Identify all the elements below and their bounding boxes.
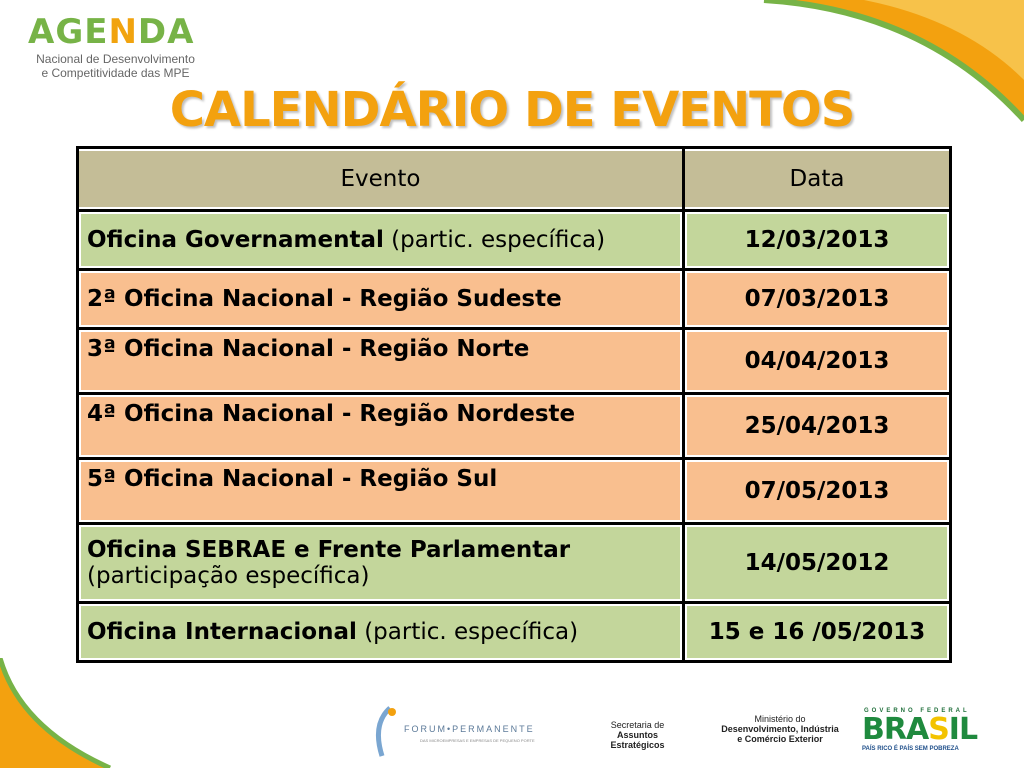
brasil-slogan: PAÍS RICO É PAÍS SEM POBREZA <box>862 746 959 752</box>
table-row <box>78 211 951 270</box>
event-name: Oficina SEBRAE e Frente Parlamentar (participação específica) <box>78 524 684 603</box>
event-date: 14/05/2012 <box>684 524 951 603</box>
event-name: 4ª Oficina Nacional - Região Nordeste <box>78 394 684 459</box>
table-row <box>78 329 951 394</box>
forum-permanente-text: FORUM•PERMANENTE <box>404 724 535 734</box>
event-date: 07/05/2013 <box>684 459 951 524</box>
page-title: CALENDÁRIO DE EVENTOS <box>169 82 855 138</box>
event-date: 15 e 16 /05/2013 <box>684 603 951 662</box>
table-row <box>78 394 951 459</box>
brasil-wordmark: BRASIL <box>862 712 978 747</box>
table-row <box>78 270 951 329</box>
event-date: 25/04/2013 <box>684 394 951 459</box>
event-name: 2ª Oficina Nacional - Região Sudeste <box>78 270 684 329</box>
event-name: 3ª Oficina Nacional - Região Norte <box>78 329 684 394</box>
event-date: 04/04/2013 <box>684 329 951 394</box>
event-date: 12/03/2013 <box>684 211 951 270</box>
table-row <box>78 524 951 603</box>
ministerio-logo: Ministério do Desenvolvimento, Indústria e Comércio Exterior <box>721 714 839 744</box>
governo-federal-brasil-logo <box>860 708 990 754</box>
secretaria-logo: Secretaria de Assuntos Estratégicos <box>610 720 665 750</box>
header-data: Data <box>684 148 951 211</box>
agenda-logo <box>28 12 218 80</box>
event-name: Oficina Governamental (partic. específica) <box>78 211 684 270</box>
forum-permanente-subtext: DAS MICROEMPRESAS E EMPRESAS DE PEQUENO PORTE <box>420 738 535 743</box>
governo-federal-text: GOVERNO FEDERAL <box>864 708 970 714</box>
events-table <box>76 146 952 663</box>
table-header-row <box>78 148 951 211</box>
header-evento: Evento <box>78 148 684 211</box>
forum-permanente-logo <box>370 704 570 758</box>
event-name: Oficina Internacional (partic. específica) <box>78 603 684 662</box>
event-date: 07/03/2013 <box>684 270 951 329</box>
table-row <box>78 603 951 662</box>
bottom-left-swoosh <box>0 658 120 768</box>
table-row <box>78 459 951 524</box>
agenda-logo-subtitle: Nacional de Desenvolvimento e Competitividade das MPE <box>36 52 195 80</box>
event-name: 5ª Oficina Nacional - Região Sul <box>78 459 684 524</box>
footer-logos <box>370 700 1000 760</box>
agenda-logo-word: AGENDA <box>28 12 195 52</box>
